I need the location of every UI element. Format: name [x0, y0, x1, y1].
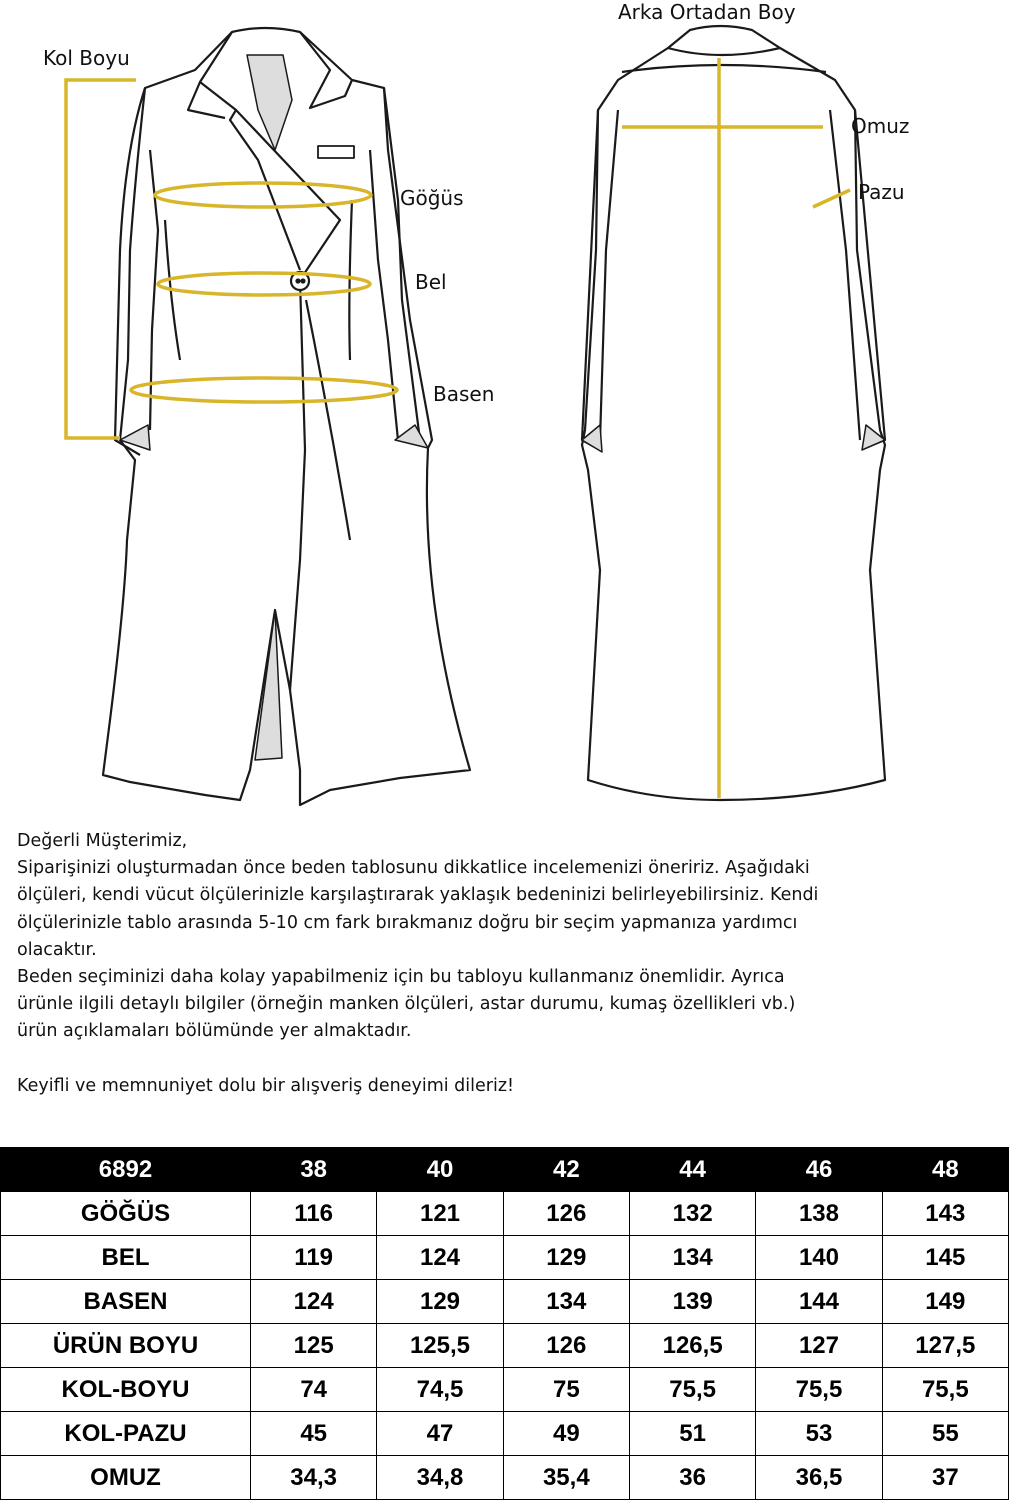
table-cell: 75,5: [629, 1368, 755, 1412]
coat-front-drawing: [103, 28, 470, 805]
coat-back-drawing: [582, 26, 885, 800]
size-header-cell: 38: [251, 1148, 377, 1192]
table-cell: 125: [251, 1324, 377, 1368]
row-label: BEL: [1, 1236, 251, 1280]
table-cell: 125,5: [377, 1324, 503, 1368]
table-row: [1, 1412, 1009, 1456]
label-bel: Bel: [415, 270, 447, 294]
table-cell: 132: [629, 1192, 755, 1236]
table-cell: 36,5: [756, 1456, 882, 1500]
table-cell: 139: [629, 1280, 755, 1324]
table-cell: 49: [503, 1412, 629, 1456]
size-header-cell: 48: [882, 1148, 1008, 1192]
table-row: [1, 1456, 1009, 1500]
table-cell: 134: [503, 1280, 629, 1324]
table-cell: 55: [882, 1412, 1008, 1456]
customer-note: [17, 828, 977, 1100]
table-cell: 127: [756, 1324, 882, 1368]
size-header-row: [1, 1148, 1009, 1192]
table-cell: 75,5: [882, 1368, 1008, 1412]
note-closing: Keyifli ve memnuniyet dolu bir alışveriş deneyimi dileriz!: [17, 1075, 515, 1096]
size-header-cell: 44: [629, 1148, 755, 1192]
note-greeting: Değerli Müşterimiz,: [17, 831, 188, 851]
row-label: GÖĞÜS: [1, 1192, 251, 1236]
table-cell: 74,5: [377, 1368, 503, 1412]
table-cell: 119: [251, 1236, 377, 1280]
table-cell: 124: [377, 1236, 503, 1280]
table-cell: 126,5: [629, 1324, 755, 1368]
table-cell: 34,8: [377, 1456, 503, 1500]
label-kol-boyu: Kol Boyu: [43, 46, 130, 70]
note-line: Siparişinizi oluşturmadan önce beden tablosunu dikkatlice incelemenizi öneririz. Aşağıdaki: [17, 858, 810, 879]
table-cell: 75: [503, 1368, 629, 1412]
table-cell: 143: [882, 1192, 1008, 1236]
table-cell: 47: [377, 1412, 503, 1456]
table-cell: 121: [377, 1192, 503, 1236]
table-row: [1, 1324, 1009, 1368]
label-pazu: Pazu: [858, 180, 905, 204]
size-header-cell: 46: [756, 1148, 882, 1192]
table-cell: 53: [756, 1412, 882, 1456]
note-line: ürün açıklamaları bölümünde yer almaktadır.: [17, 1021, 412, 1042]
label-basen: Basen: [433, 382, 495, 406]
table-cell: 126: [503, 1192, 629, 1236]
row-label: KOL-PAZU: [1, 1412, 251, 1456]
table-cell: 124: [251, 1280, 377, 1324]
note-line: ölçülerinizle tablo arasında 5-10 cm fark bırakmanız doğru bir seçim yapmanıza yardımcı: [17, 912, 798, 933]
note-line: ürünle ilgili detaylı bilgiler (örneğin manken ölçüleri, astar durumu, kumaş özellikleri vb.): [17, 994, 796, 1015]
table-cell: 116: [251, 1192, 377, 1236]
table-row: [1, 1280, 1009, 1324]
table-cell: 144: [756, 1280, 882, 1324]
size-header-cell: 42: [503, 1148, 629, 1192]
table-row: [1, 1368, 1009, 1412]
label-arka-ortadan-boy: Arka Ortadan Boy: [618, 0, 796, 24]
row-label: OMUZ: [1, 1456, 251, 1500]
size-header-cell: 40: [377, 1148, 503, 1192]
model-code: 6892: [1, 1148, 251, 1192]
table-cell: 45: [251, 1412, 377, 1456]
label-omuz: Omuz: [851, 114, 910, 138]
label-gogus: Göğüs: [400, 186, 464, 210]
table-row: [1, 1192, 1009, 1236]
table-cell: 145: [882, 1236, 1008, 1280]
table-cell: 134: [629, 1236, 755, 1280]
table-cell: 126: [503, 1324, 629, 1368]
size-chart-table: [0, 1147, 1009, 1500]
table-cell: 74: [251, 1368, 377, 1412]
table-cell: 51: [629, 1412, 755, 1456]
table-cell: 36: [629, 1456, 755, 1500]
table-row: [1, 1236, 1009, 1280]
table-cell: 138: [756, 1192, 882, 1236]
table-cell: 129: [377, 1280, 503, 1324]
table-cell: 127,5: [882, 1324, 1008, 1368]
row-label: ÜRÜN BOYU: [1, 1324, 251, 1368]
note-line: ölçüleri, kendi vücut ölçülerinizle karşılaştırarak yaklaşık bedeninizi belirleyebilirsiniz. Kendi: [17, 885, 819, 906]
table-cell: 34,3: [251, 1456, 377, 1500]
table-cell: 149: [882, 1280, 1008, 1324]
table-cell: 37: [882, 1456, 1008, 1500]
note-line: Beden seçiminizi daha kolay yapabilmeniz için bu tabloyu kullanmanız önemlidir. Ayrıca: [17, 967, 785, 988]
table-cell: 129: [503, 1236, 629, 1280]
note-line: olacaktır.: [17, 939, 97, 960]
table-cell: 140: [756, 1236, 882, 1280]
row-label: KOL-BOYU: [1, 1368, 251, 1412]
table-cell: 35,4: [503, 1456, 629, 1500]
row-label: BASEN: [1, 1280, 251, 1324]
table-cell: 75,5: [756, 1368, 882, 1412]
